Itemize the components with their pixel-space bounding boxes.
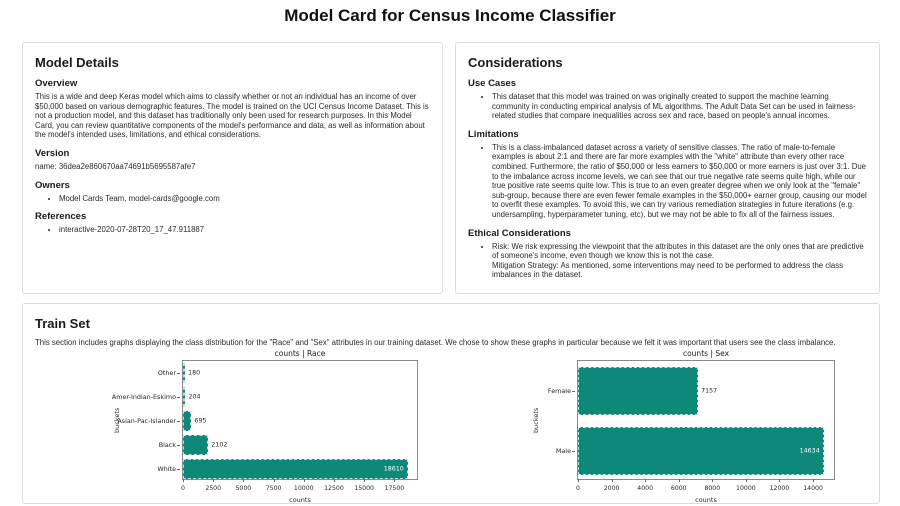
x-tick-label: 0 — [181, 485, 185, 492]
bar — [578, 367, 698, 415]
x-tick-label: 12500 — [324, 485, 344, 492]
references-list — [35, 225, 430, 235]
use-cases-list — [468, 92, 867, 121]
x-tick-label: 10000 — [736, 485, 756, 492]
x-tick-mark — [746, 479, 747, 482]
y-tick-mark — [177, 469, 180, 470]
considerations-title: Considerations — [468, 55, 563, 70]
bar-value-label: 14634 — [799, 447, 820, 455]
overview-text: This is a wide and deep Keras model which aims to classify whether or not an individual has an income of over $50,000 based on various demographic features. The model is trained on the UCI Census Income Dataset. This is not a production model, and this dataset has traditionally only been used for research purposes. In this Model Card, you can review quantitative components of the model's performance and data, as well as information about the model's intended uses, limitations, and ethical considerations. — [35, 92, 429, 140]
x-tick-label: 2500 — [205, 485, 222, 492]
x-tick-label: 17500 — [384, 485, 405, 492]
x-axis-label: counts — [695, 496, 717, 504]
version-value: name: 36dea2e860670aa74691b5695587afe7 — [35, 161, 196, 171]
x-tick-mark — [364, 479, 365, 482]
page-title: Model Card for Census Income Classifier — [284, 6, 616, 25]
ethical-list — [468, 242, 867, 280]
x-tick-mark — [243, 479, 244, 482]
x-tick-mark — [612, 479, 613, 482]
bar-value-label: 18610 — [383, 465, 404, 473]
x-tick-mark — [679, 479, 680, 482]
ethical-heading: Ethical Considerations — [468, 227, 571, 239]
owners-list — [35, 194, 430, 204]
x-tick-mark — [304, 479, 305, 482]
bar-value-label: 204 — [188, 393, 201, 401]
bar — [183, 411, 191, 430]
y-axis-label: buckets — [532, 407, 540, 433]
owner-item: • Model Cards Team, model-cards@google.com — [59, 194, 430, 204]
y-tick-label: Other — [157, 369, 176, 377]
x-tick-label: 14000 — [803, 485, 823, 492]
use-cases-heading: Use Cases — [468, 78, 517, 89]
x-tick-mark — [274, 479, 275, 482]
y-tick-mark — [572, 451, 575, 452]
bar — [183, 435, 208, 454]
bar — [183, 387, 185, 406]
x-tick-mark — [645, 479, 646, 482]
bar — [578, 427, 824, 475]
x-tick-mark — [578, 479, 579, 482]
bar-value-label: 2102 — [211, 441, 228, 449]
x-tick-mark — [394, 479, 395, 482]
y-tick-mark — [177, 421, 180, 422]
bar-value-label: 180 — [188, 369, 201, 377]
y-tick-label: Female — [547, 387, 571, 395]
x-tick-mark — [213, 479, 214, 482]
chart-title: counts | Sex — [682, 349, 730, 358]
limitations-list — [468, 143, 867, 220]
bar-value-label: 695 — [194, 417, 207, 425]
plot-area — [547, 360, 835, 492]
bar-value-label: 7157 — [701, 387, 718, 395]
y-tick-mark — [177, 445, 180, 446]
x-tick-label: 5000 — [235, 485, 252, 492]
y-tick-label: Asian-Pac-Islander — [117, 417, 176, 425]
x-tick-mark — [712, 479, 713, 482]
model-details-title: Model Details — [35, 55, 119, 70]
y-tick-label: Male — [555, 447, 571, 455]
x-axis-label: counts — [289, 496, 311, 504]
x-tick-label: 7500 — [265, 485, 282, 492]
sex-distribution-chart — [531, 349, 835, 504]
limitation-item: • This is a class-imbalanced dataset across a variety of sensitive classes. The ratio of male-to-female examples is about 2:1 and there are far more examples with the "white" attribute than every other race combined. Furthermore, the ratio of $50,000 or less earners to $50,000 or more earners is just over 3:1. Due to the imbalance across income levels, we can see that our true negative rate seems quite high, while our true positive rate seems quite low. This is true to an even greater degree when we only look at the "female" sub-group, because there are even fewer female examples in the $50,000+ earner group, causing our model to overfit these examples. To avoid this, we can try various remediation strategies in future iterations (e.g. undersampling, hyperparameter tuning, etc), but we may not be able to fix all of the fairness issues. — [492, 143, 867, 220]
y-tick-label: White — [157, 465, 176, 473]
x-tick-label: 10000 — [293, 485, 314, 492]
x-tick-label: 8000 — [704, 485, 721, 492]
x-tick-label: 2000 — [603, 485, 620, 492]
race-distribution-chart — [111, 349, 418, 504]
risk-text: • Risk: We risk expressing the viewpoint that the attributes in this dataset are the only ones that are predictive of someone's income, even though we know this is not the case. — [492, 241, 864, 261]
overview-heading: Overview — [35, 78, 78, 89]
ethical-item — [492, 242, 867, 280]
references-heading: References — [35, 211, 87, 223]
mitigation-text: Mitigation Strategy: As mentioned, some interventions may need to be performed to address the class imbalances in the dataset. — [492, 260, 844, 280]
reference-item: • interactive-2020-07-28T20_17_47.911887 — [59, 225, 430, 235]
y-tick-mark — [177, 373, 180, 374]
x-tick-mark — [183, 479, 184, 482]
x-tick-mark — [334, 479, 335, 482]
version-heading: Version — [35, 147, 70, 159]
use-case-item: • This dataset that this model was trained on was originally created to support the machine learning community in conducting empirical analysis of ML algorithms. The Adult Data Set can be used in fairness-related studies that compare inequalities across sex and race, based on people's annual incomes. — [492, 92, 867, 121]
owners-heading: Owners — [35, 179, 70, 191]
train-set-description: This section includes graphs displaying the class distribution for the "Race" and "Sex" attributes in our training dataset. We chose to show these graphs in particular because we felt it was important that users see the class imbalance. — [35, 338, 836, 347]
chart-title: counts | Race — [274, 349, 326, 358]
train-set-card — [22, 303, 880, 504]
bar — [183, 363, 185, 382]
y-axis-label: buckets — [113, 407, 121, 433]
y-tick-mark — [177, 397, 180, 398]
x-tick-label: 12000 — [769, 485, 790, 492]
model-details-card — [22, 42, 443, 294]
y-tick-label: Amer-Indian-Eskimo — [111, 393, 176, 401]
y-tick-label: Black — [158, 441, 176, 449]
x-tick-mark — [813, 479, 814, 482]
x-tick-label: 0 — [576, 485, 580, 492]
y-tick-mark — [572, 391, 575, 392]
x-tick-label: 4000 — [637, 485, 654, 492]
considerations-card — [455, 42, 880, 294]
limitations-heading: Limitations — [468, 128, 519, 140]
bar — [183, 459, 408, 478]
x-tick-label: 6000 — [670, 485, 687, 492]
train-set-title: Train Set — [35, 316, 90, 331]
x-tick-label: 15000 — [354, 485, 374, 492]
x-tick-mark — [779, 479, 780, 482]
